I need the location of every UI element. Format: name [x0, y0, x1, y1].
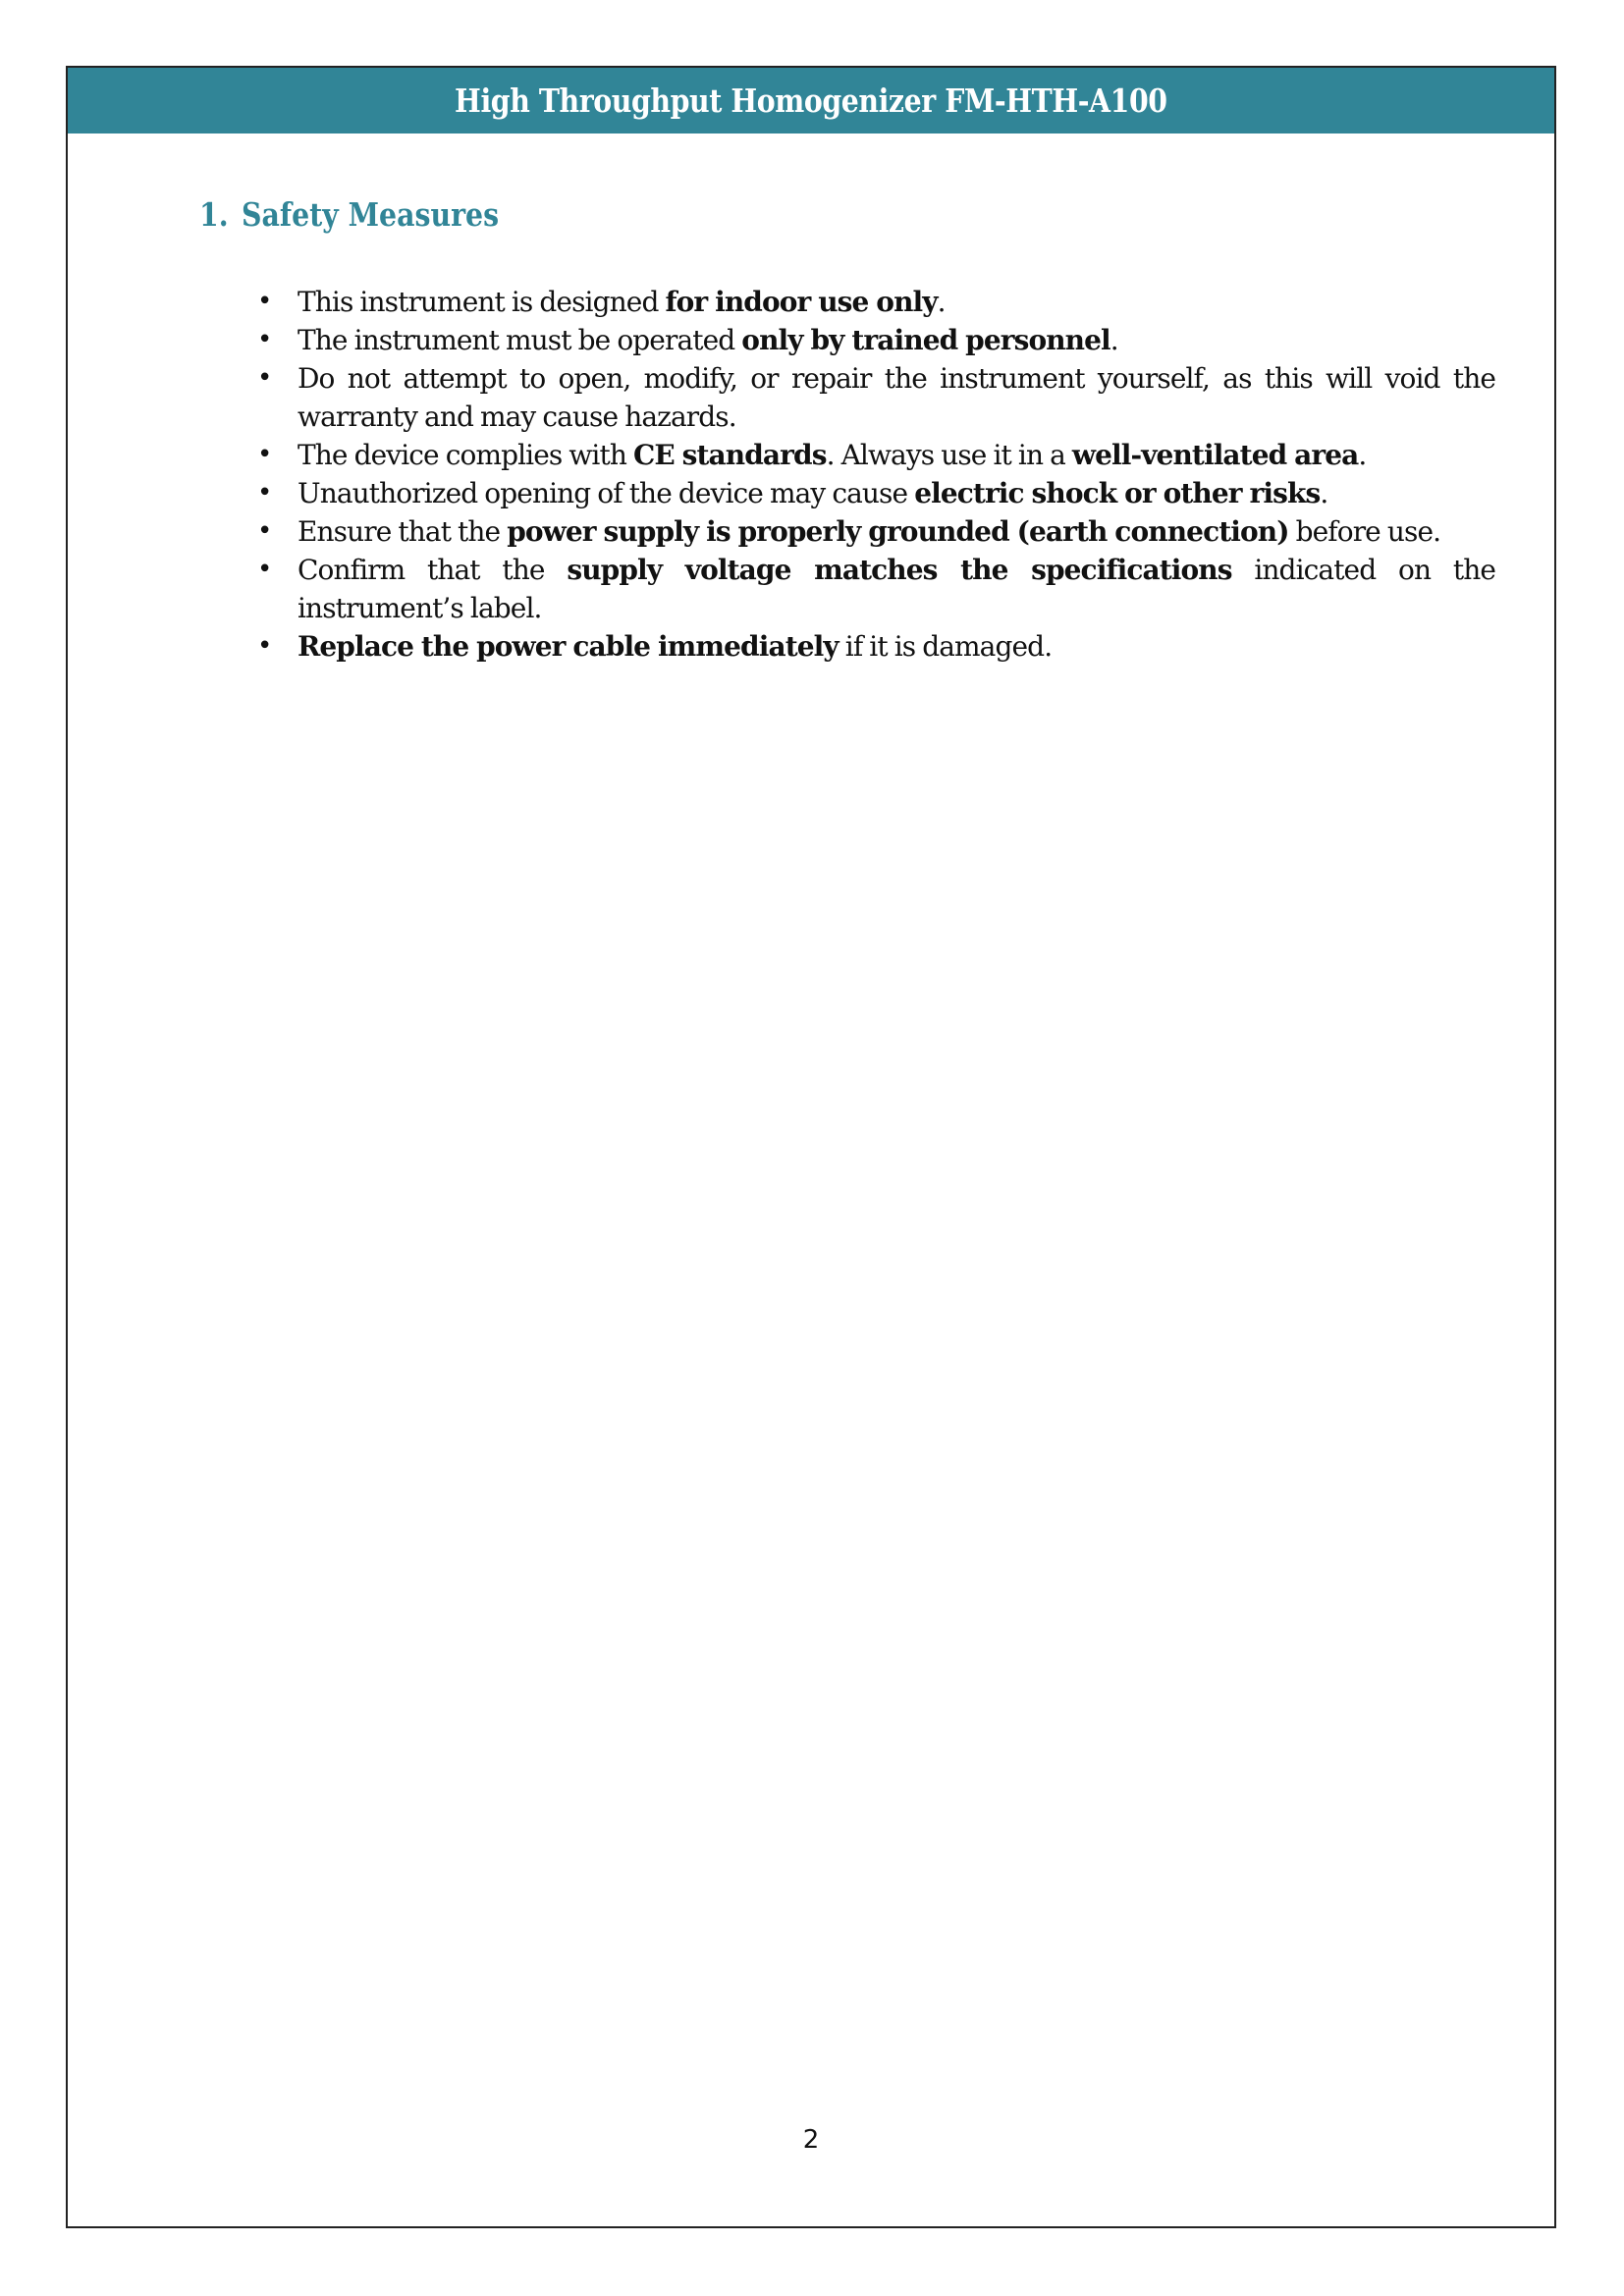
bullet-icon: •	[257, 363, 272, 393]
bullet-icon: •	[257, 440, 272, 469]
list-item: • The device complies with CE standards. Always use it in a well-ventilated area.	[253, 436, 1495, 474]
bullet-icon: •	[257, 516, 272, 546]
document-title: High Throughput Homogenizer FM-HTH-A100	[455, 81, 1167, 120]
section-number: 1.	[199, 195, 229, 234]
page-frame	[66, 66, 1556, 2228]
bullet-icon: •	[257, 631, 272, 661]
list-item: • This instrument is designed for indoor use only.	[253, 283, 1495, 321]
section-title: Safety Measures	[242, 195, 500, 234]
bullet-icon: •	[257, 325, 272, 354]
list-item: • Ensure that the power supply is properly grounded (earth connection) before use.	[253, 512, 1495, 551]
list-item: • Unauthorized opening of the device may cause electric shock or other risks.	[253, 474, 1495, 512]
bullet-icon: •	[257, 287, 272, 316]
section-heading	[199, 195, 499, 234]
bullet-icon: •	[257, 555, 272, 584]
header-bar	[68, 68, 1554, 133]
list-item: • Do not attempt to open, modify, or repair the instrument yourself, as this will void the warranty and may cause hazards.	[253, 359, 1495, 436]
page-number: 2	[802, 2125, 820, 2155]
list-item: • Replace the power cable immediately if it is damaged.	[253, 627, 1495, 666]
safety-list	[253, 283, 1495, 666]
list-item: • Confirm that the supply voltage matches the specifications indicated on the instrument’s label.	[253, 551, 1495, 627]
list-item: • The instrument must be operated only by trained personnel.	[253, 321, 1495, 359]
bullet-icon: •	[257, 478, 272, 507]
